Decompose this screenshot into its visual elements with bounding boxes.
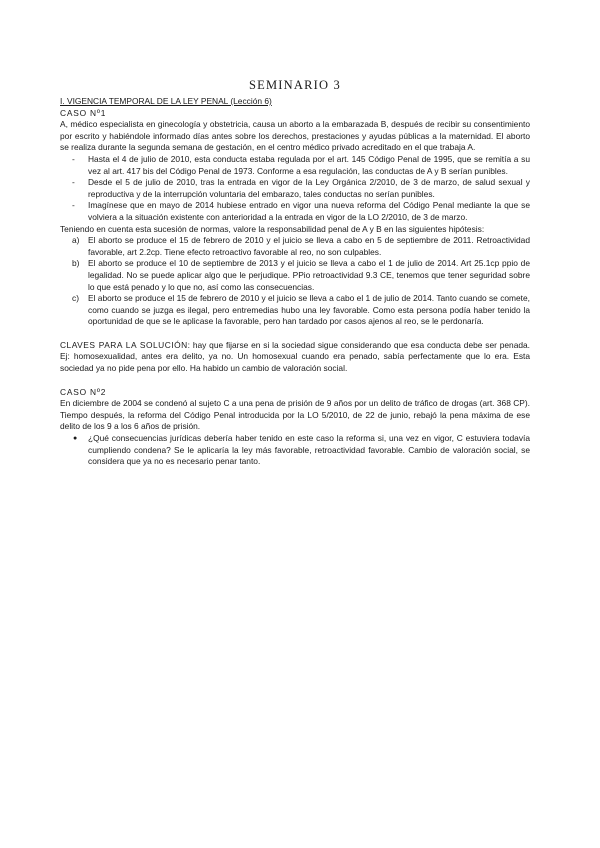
caso1-intro: A, médico especialista en ginecología y obstetricia, causa un aborto a la embarazada B, después de recibir su consentimiento por escrito y habiéndole informado días antes sobre los derechos, prestaciones y ayudas públicas a la maternidad. El aborto se realiza durante la segunda semana de gestación, en el centro médico privado acreditado en el que trabaja A. xyxy=(60,119,530,153)
caso1-hypotheses xyxy=(60,235,530,328)
claves-label: CLAVES PARA LA SOLUCIÓN xyxy=(60,339,188,350)
list-item: - Desde el 5 de julio de 2010, tras la entrada en vigor de la Ley Orgánica 2/2010, de 3 de marzo, de salud sexual y reproductiva y de la interrupción voluntaria del embarazo, tales conductas no serían punibles. xyxy=(72,177,530,199)
list-item: b) El aborto se produce el 10 de septiembre de 2013 y el juicio se lleva a cabo el 1 de julio de 2014. Art 25.1cp ppio de legalidad. No se puede aplicar algo que le perjudique. PPio retroactividad 9.3 CE, tenemos que tener seguridad sobre lo que está penado y lo que no, así como las consecuencias. xyxy=(72,258,530,292)
caso1-question: Teniendo en cuenta esta sucesión de normas, valore la responsabilidad penal de A y B en las siguientes hipótesis: xyxy=(60,223,485,234)
caso2-intro: En diciembre de 2004 se condenó al sujeto C a una pena de prisión de 9 años por un delito de tráfico de drogas (art. 368 CP). Tiempo después, la reforma del Código Penal introducida por la LO 5/2010, de 22 de junio, rebajó la pena máxima de ese delito de los 9 a los 6 años de prisión. xyxy=(60,398,530,432)
dash-marker: - xyxy=(72,200,75,211)
document-page xyxy=(60,78,530,468)
section-heading: I. VIGENCIA TEMPORAL DE LA LEY PENAL (Lección 6) xyxy=(60,96,272,106)
list-item: ● ¿Qué consecuencias jurídicas debería haber tenido en este caso la reforma si, una vez en vigor, C estuviera todavía cumpliendo condena? Se le aplicaría la ley más favorable, retroactividad favorable. Cambio de valoración social, se considera que ya no es necesario penar tanto. xyxy=(73,433,530,467)
bullet-icon: ● xyxy=(73,435,78,443)
list-item: - Hasta el 4 de julio de 2010, esta conducta estaba regulada por el art. 145 Código Penal de 1995, que se remitía a su vez al art. 417 bis del Código Penal de 1973. Conforme a esa regulación, las conductas de A y B serían punibles. xyxy=(72,153,530,176)
list-item: - Imagínese que en mayo de 2014 hubiese entrado en vigor una nueva reforma del Código Penal mediante la que se volviera a la situación existente con anterioridad a la entrada en vigor de la LO 2/2010, de 3 de marzo. xyxy=(72,200,530,222)
caso2-heading: CASO Nº2 xyxy=(60,386,107,397)
dash-marker: - xyxy=(72,153,75,164)
dash-marker: - xyxy=(72,177,75,188)
caso1-dash-list xyxy=(60,154,530,224)
page-title: SEMINARIO 3 xyxy=(248,78,342,92)
caso1-heading: CASO Nº1 xyxy=(60,107,107,118)
list-item: c) El aborto se produce el 15 de febrero de 2010 y el juicio se lleva a cabo el 1 de julio de 2014. Tanto cuando se comete, como cuando se juzga es ilegal, pero entremedias hubo una ley favorable. Como esta persona podía haber tenido la oportunidad de que se le aplicase la favorable, pero han tardado por casos ajenos al reo, se le perdonaría. xyxy=(72,293,530,327)
caso2-bullets xyxy=(60,433,530,468)
claves-paragraph xyxy=(60,340,530,375)
claves-text: : hay que fijarse en si la sociedad sigue considerando que esa conducta debe ser penada. Ej: homosexualidad, antes era delito, ya no. Un homosexual cuando era penado, sabía perfectamente que lo era. Esta sociedad ya no pide pena por ello. Ha habido un cambio de valoración social. xyxy=(60,339,530,374)
list-item: a) El aborto se produce el 15 de febrero de 2010 y el juicio se lleva a cabo en 5 de septiembre de 2011. Retroactividad favorable, art 2.2cp. Tiene efecto retroactivo favorable al reo, no son culpables. xyxy=(72,235,530,257)
